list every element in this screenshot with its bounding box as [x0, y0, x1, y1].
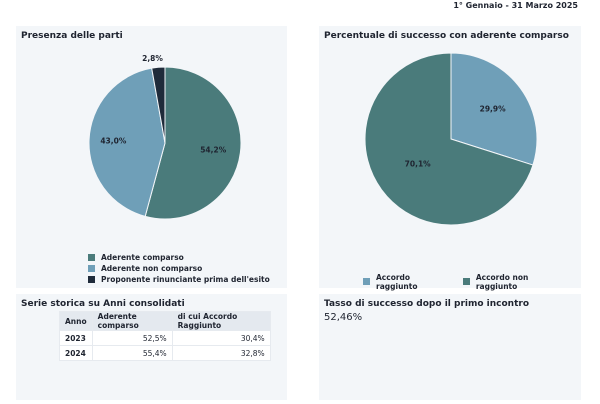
success-pie-chart — [319, 26, 581, 271]
date-range: 1° Gennaio - 31 Marzo 2025 — [453, 1, 578, 10]
legend-swatch — [463, 278, 470, 285]
kpi-value: 52,46% — [324, 312, 363, 323]
table-header-row — [60, 312, 271, 331]
presence-title: Presenza delle parti — [21, 31, 123, 41]
table-cell-aderente: 55,4% — [92, 346, 172, 361]
pie-data-label: 43,0% — [100, 136, 127, 146]
pie-data-label: 2,8% — [142, 54, 163, 64]
success-title: Percentuale di successo con aderente comparso — [324, 31, 569, 41]
legend-label: Accordo non raggiunto — [475, 272, 529, 291]
presence-panel — [16, 26, 287, 288]
legend-label: Aderente comparso — [101, 253, 184, 262]
legend-item-accordo-non-raggiunto[interactable] — [463, 272, 572, 291]
pie-data-label: 70,1% — [404, 159, 431, 169]
success-legend — [363, 272, 581, 291]
legend-swatch — [363, 278, 370, 285]
history-panel — [16, 294, 287, 400]
table-cell-anno: 2024 — [60, 346, 93, 361]
legend-label: Aderente non comparso — [101, 264, 203, 273]
table-cell-aderente: 52,5% — [92, 331, 172, 346]
legend-item-aderente-comparso[interactable] — [88, 252, 270, 263]
kpi-title: Tasso di successo dopo il primo incontro — [324, 299, 530, 309]
legend-item-accordo-raggiunto[interactable] — [363, 272, 454, 291]
column-header-anno[interactable]: Anno — [60, 312, 93, 331]
pie-data-label: 29,9% — [479, 104, 506, 114]
table-cell-accordo: 32,8% — [172, 346, 270, 361]
table-cell-accordo: 30,4% — [172, 331, 270, 346]
legend-label: Accordo raggiunto — [376, 272, 418, 291]
legend-swatch — [88, 265, 95, 272]
history-table — [59, 311, 271, 361]
legend-swatch — [88, 276, 95, 283]
legend-item-proponente-rinunciante[interactable] — [88, 274, 270, 285]
presence-legend — [88, 252, 270, 285]
table-cell-anno: 2023 — [60, 331, 93, 346]
column-header-accordo-raggiunto[interactable]: di cui Accordo Raggiunto — [172, 312, 270, 331]
presence-pie-chart — [16, 26, 287, 246]
legend-swatch — [88, 254, 95, 261]
table-row — [60, 331, 271, 346]
pie-data-label: 54,2% — [200, 145, 227, 155]
column-header-aderente-comparso[interactable]: Aderente comparso — [92, 312, 172, 331]
legend-item-aderente-non-comparso[interactable] — [88, 263, 270, 274]
legend-label: Proponente rinunciante prima dell'esito — [101, 275, 270, 284]
table-row — [60, 346, 271, 361]
success-panel — [319, 26, 581, 291]
history-title: Serie storica su Anni consolidati — [21, 299, 185, 309]
kpi-panel — [319, 294, 581, 400]
